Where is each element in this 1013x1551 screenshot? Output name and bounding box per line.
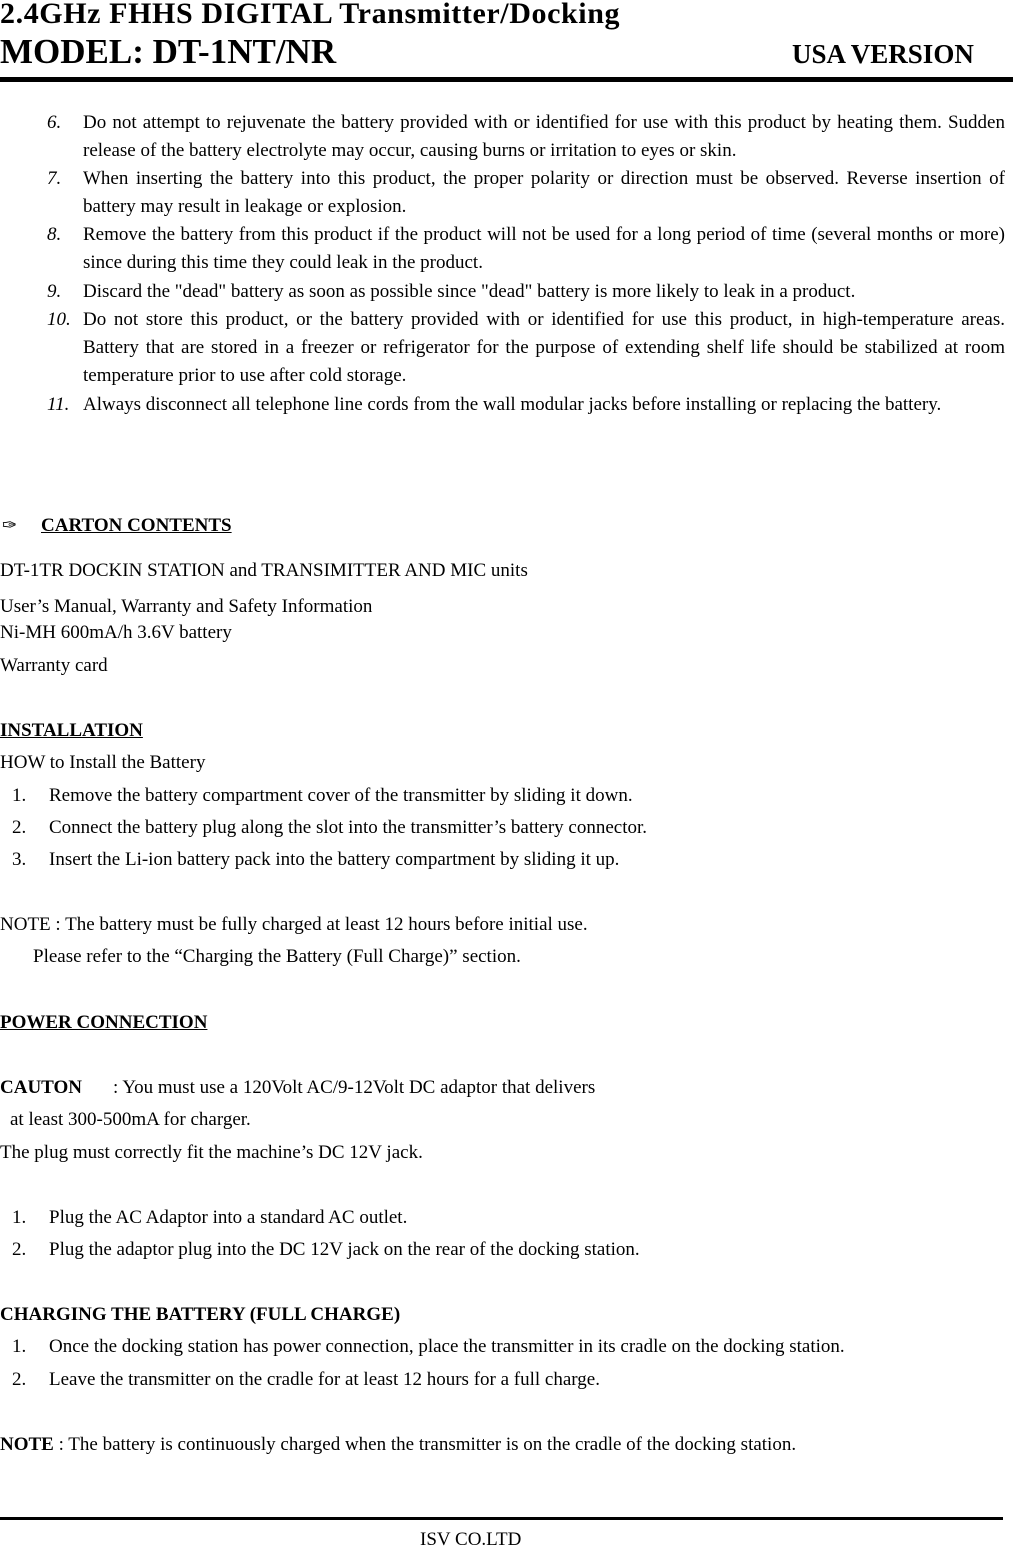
carton-item: Ni-MH 600mA/h 3.6V battery <box>0 622 232 643</box>
safety-item-number: 8. <box>47 224 62 245</box>
step-text: Plug the adaptor plug into the DC 12V jack on the rear of the docking station. <box>49 1239 640 1260</box>
footer-company: ISV CO.LTD <box>420 1529 522 1550</box>
charging-heading: CHARGING THE BATTERY (FULL CHARGE) <box>0 1304 401 1325</box>
step-text: Connect the battery plug along the slot into the transmitter’s battery connector. <box>49 817 647 838</box>
power-heading: POWER CONNECTION <box>0 1012 208 1033</box>
safety-item <box>47 221 1005 277</box>
safety-item-text: Discard the "dead" battery as soon as possible since "dead" battery is more likely to leak in a product. <box>83 281 856 302</box>
safety-item-number: 9. <box>47 281 62 302</box>
step-number: 2. <box>12 1369 27 1390</box>
installation-note-reference: Please refer to the “Charging the Battery (Full Charge)” section. <box>33 946 521 967</box>
safety-item-text: Always disconnect all telephone line cords from the wall modular jacks before installing or replacing the battery. <box>83 394 942 415</box>
footer-divider <box>0 1517 1003 1520</box>
caution-text: : You must use a 120Volt AC/9-12Volt DC adaptor that delivers <box>113 1077 596 1098</box>
charging-note-text: : The battery is continuously charged when the transmitter is on the cradle of the docking station. <box>58 1434 797 1455</box>
safety-item <box>47 165 1005 221</box>
safety-item-text: When inserting the battery into this product, the proper polarity or direction must be observed. Reverse insertion of battery may result in leakage or explosion. <box>83 168 1005 217</box>
safety-item <box>47 306 1005 390</box>
product-line-title: 2.4GHz FHHS DIGITAL Transmitter/Docking <box>0 0 621 30</box>
step-text: Remove the battery compartment cover of the transmitter by sliding it down. <box>49 785 633 806</box>
installation-subheading: HOW to Install the Battery <box>0 752 206 773</box>
step-text: Leave the transmitter on the cradle for at least 12 hours for a full charge. <box>49 1369 600 1390</box>
header-divider <box>0 77 1013 82</box>
charging-note <box>0 1434 796 1456</box>
safety-item-number: 7. <box>47 168 62 189</box>
step-text: Once the docking station has power connection, place the transmitter in its cradle on the docking station. <box>49 1336 845 1357</box>
step-number: 3. <box>12 849 27 870</box>
pointing-hand-icon: ✑ <box>2 515 18 535</box>
step-number: 1. <box>12 1207 27 1228</box>
safety-item-text: Do not store this product, or the battery provided with or identified for use this product, in high-temperature areas. Battery that are stored in a freezer or refrigerator for the purpose of extending shelf life should be stabilized at room temperature prior to use after cold storage. <box>83 309 1005 386</box>
safety-item-text: Remove the battery from this product if the product will not be used for a long period of time (several months or more) since during this time they could leak in the product. <box>83 224 1005 273</box>
charging-note-label: NOTE <box>0 1434 54 1455</box>
safety-item <box>47 109 1005 165</box>
carton-item: Warranty card <box>0 655 108 676</box>
safety-item <box>47 278 1005 306</box>
plug-note: The plug must correctly fit the machine’s DC 12V jack. <box>0 1142 423 1163</box>
caution-label: CAUTON <box>0 1077 82 1098</box>
step-number: 2. <box>12 817 27 838</box>
step-text: Plug the AC Adaptor into a standard AC outlet. <box>49 1207 408 1228</box>
safety-item-number: 10. <box>47 309 71 330</box>
safety-item-text: Do not attempt to rejuvenate the battery provided with or identified for use with this product by heating them. Sudden release of the battery electrolyte may occur, causing burns or irritation to eyes or skin. <box>83 112 1005 161</box>
step-number: 2. <box>12 1239 27 1260</box>
carton-item: DT-1TR DOCKIN STATION and TRANSIMITTER AND MIC units <box>0 560 528 581</box>
carton-heading: CARTON CONTENTS <box>41 515 232 536</box>
safety-item <box>47 391 1005 419</box>
model-title: MODEL: DT-1NT/NR <box>0 32 337 71</box>
version-label: USA VERSION <box>792 39 974 69</box>
installation-note: NOTE : The battery must be fully charged at least 12 hours before initial use. <box>0 914 588 935</box>
step-text: Insert the Li-ion battery pack into the battery compartment by sliding it up. <box>49 849 620 870</box>
safety-item-number: 6. <box>47 112 62 133</box>
safety-item-number: 11. <box>47 394 70 415</box>
step-number: 1. <box>12 785 27 806</box>
carton-item: User’s Manual, Warranty and Safety Information <box>0 596 373 617</box>
installation-heading: INSTALLATION <box>0 720 143 741</box>
caution-text-continued: at least 300-500mA for charger. <box>10 1109 251 1130</box>
step-number: 1. <box>12 1336 27 1357</box>
